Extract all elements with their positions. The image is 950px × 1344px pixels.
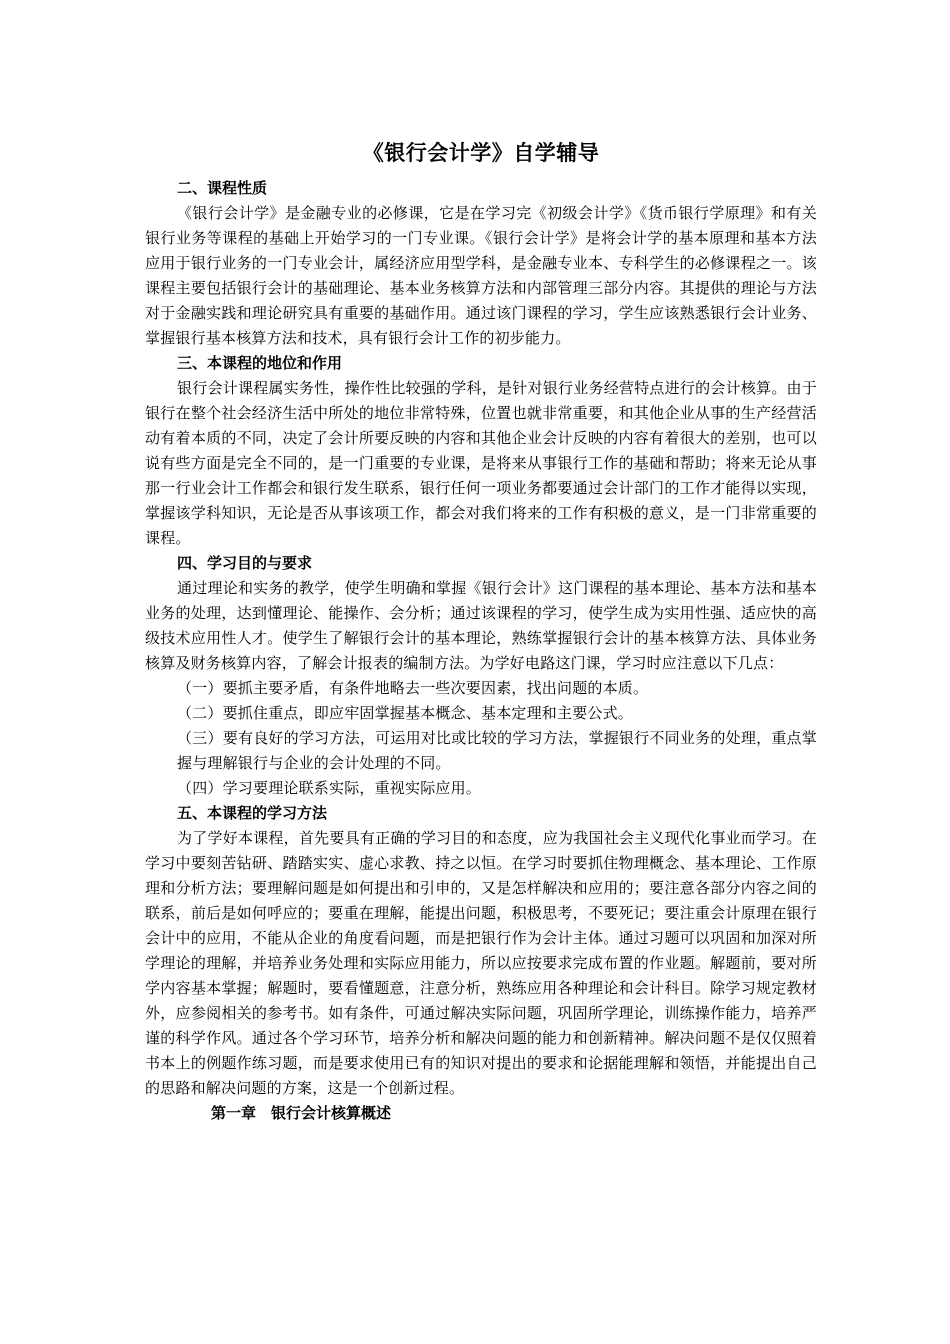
list-item: （三）要有良好的学习方法，可运用对比或比较的学习方法，掌握银行不同业务的处理，重点掌握与理解银行与企业的会计处理的不同。 bbox=[177, 729, 817, 772]
section-heading-course-role: 三、本课程的地位和作用 bbox=[177, 354, 343, 372]
list-item: （一）要抓主要矛盾，有条件地略去一些次要因素，找出问题的本质。 bbox=[177, 679, 649, 697]
list-item: （四）学习要理论联系实际，重视实际应用。 bbox=[177, 779, 482, 797]
paragraph-course-role: 银行会计课程属实务性，操作性比较强的学科，是针对银行业务经营特点进行的会计核算。由于银行在整个社会经济生活中所处的地位非常特殊，位置也就非常重要，和其他企业从事的生产经营活动有着本质的不同，决定了会计所要反映的内容和其他企业会计反映的内容有着很大的差别，也可以说有些方面是完全不同的，是一门重要的专业课，是将来从事银行工作的基础和帮助；将来无论从事那一行业会计工作都会和银行发生联系，银行任何一项业务都要通过会计部门的工作才能得以实现，掌握该学科知识，无论是否从事该项工作，都会对我们将来的工作有积极的意义，是一门非常重要的课程。 bbox=[145, 379, 817, 547]
document-title: 《银行会计学》自学辅导 bbox=[362, 141, 600, 165]
paragraph-course-nature: 《银行会计学》是金融专业的必修课，它是在学习完《初级会计学》《货币银行学原理》和有关银行业务等课程的基础上开始学习的一门专业课。《银行会计学》是将会计学的基本原理和基本方法应用于银行业务的一门专业会计，属经济应用型学科，是金融专业本、专科学生的必修课程之一。该课程主要包括银行会计的基础理论、基本业务核算方法和内部管理三部分内容。其提供的理论与方法对于金融实践和理论研究具有重要的基础作用。通过该门课程的学习，学生应该熟悉银行会计业务、掌握银行基本核算方法和技术，具有银行会计工作的初步能力。 bbox=[145, 204, 817, 347]
section-heading-study-methods: 五、本课程的学习方法 bbox=[177, 804, 328, 822]
list-item: （二）要抓住重点，即应牢固掌握基本概念、基本定理和主要公式。 bbox=[177, 704, 634, 722]
chapter-heading: 第一章 银行会计核算概述 bbox=[211, 1104, 392, 1122]
section-heading-course-nature: 二、课程性质 bbox=[177, 179, 268, 197]
paragraph-study-goals: 通过理论和实务的教学，使学生明确和掌握《银行会计》这门课程的基本理论、基本方法和基本业务的处理，达到懂理论、能操作、会分析；通过该课程的学习，使学生成为实用性强、适应快的高级技术应用性人才。使学生了解银行会计的基本理论，熟练掌握银行会计的基本核算方法、具体业务核算及财务核算内容，了解会计报表的编制方法。为学好电路这门课，学习时应注意以下几点： bbox=[145, 579, 817, 672]
document-page bbox=[145, 138, 817, 1126]
section-heading-study-goals: 四、学习目的与要求 bbox=[177, 554, 313, 572]
paragraph-study-methods: 为了学好本课程，首先要具有正确的学习目的和态度，应为我国社会主义现代化事业而学习。在学习中要刻苦钻研、踏踏实实、虚心求教、持之以恒。在学习时要抓住物理概念、基本理论、工作原理和分析方法；要理解问题是如何提出和引申的，又是怎样解决和应用的；要注意各部分内容之间的联系，前后是如何呼应的；要重在理解，能提出问题，积极思考，不要死记；要注重会计原理在银行会计中的应用，不能从企业的角度看问题，而是把银行作为会计主体。通过习题可以巩固和加深对所学理论的理解，并培养业务处理和实际应用能力，所以应按要求完成布置的作业题。解题前，要对所学内容基本掌握；解题时，要看懂题意，注意分析，熟练应用各种理论和会计科目。除学习规定教材外，应参阅相关的参考书。如有条件，可通过解决实际问题，巩固所学理论，训练操作能力，培养严谨的科学作风。通过各个学习环节，培养分析和解决问题的能力和创新精神。解决问题不是仅仅照着书本上的例题作练习题，而是要求使用已有的知识对提出的要求和论据能理解和领悟，并能提出自己的思路和解决问题的方案，这是一个创新过程。 bbox=[145, 829, 817, 1097]
